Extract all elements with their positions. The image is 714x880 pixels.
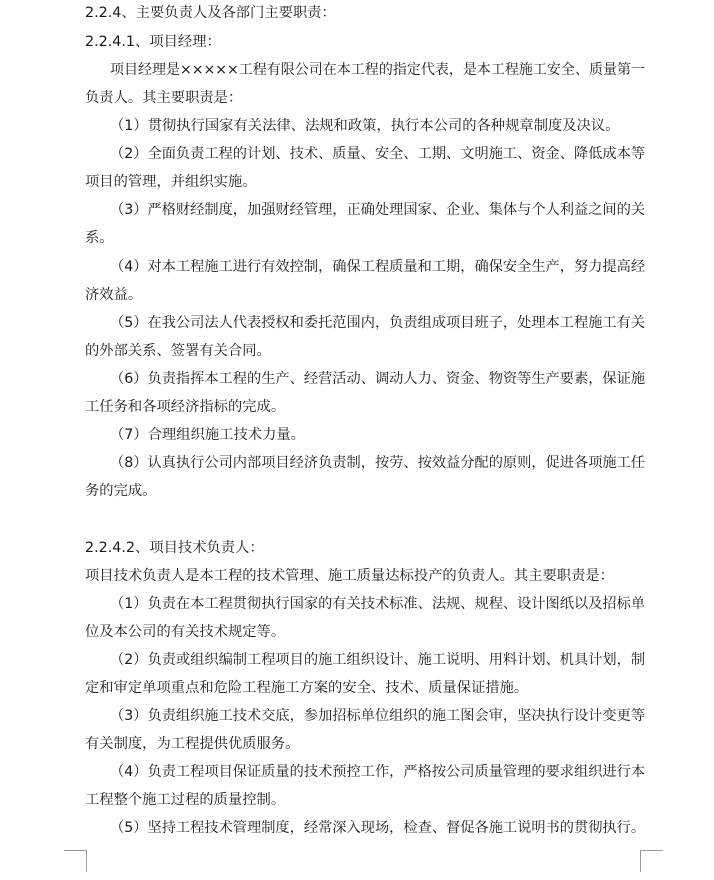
paragraph-line: 工任务和各项经济指标的完成。 [85,399,286,415]
subsection-heading: 2.2.4.2、项目技术负责人： [85,540,264,556]
list-item: （5）坚持工程技术管理制度，经常深入现场，检查、督促各施工说明书的贯彻执行。 [110,820,646,836]
paragraph-line: 项目技术负责人是本工程的技术管理、施工质量达标投产的负责人。其主要职责是： [85,568,614,584]
margin-corner-mark [640,850,663,872]
list-item: （7）合理组织施工技术力量。 [110,427,305,443]
margin-corner-mark [64,850,87,872]
paragraph-line: 济效益。 [85,287,143,303]
list-item: （1）负责在本工程贯彻执行国家的有关技术标准、法规、规程、设计图纸以及招标单 [110,596,646,612]
list-item: （8）认真执行公司内部项目经济负责制，按劳、按效益分配的原则，促进各项施工任 [110,455,646,471]
list-item: （3）严格财经制度，加强财经管理，正确处理国家、企业、集体与个人利益之间的关 [110,202,646,218]
paragraph-line: 务的完成。 [85,483,157,499]
paragraph-line: 有关制度，为工程提供优质服务。 [85,736,300,752]
list-item: （1）贯彻执行国家有关法律、法规和政策，执行本公司的各种规章制度及决议。 [110,118,620,134]
list-item: （5）在我公司法人代表授权和委托范围内，负责组成项目班子，处理本工程施工有关 [110,315,646,331]
list-item: （2）全面负责工程的计划、技术、质量、安全、工期、文明施工、资金、降低成本等 [110,146,646,162]
paragraph-line: 项目的管理，并组织实施。 [85,174,257,190]
paragraph-line: 系。 [85,230,114,246]
list-item: （4）对本工程施工进行有效控制，确保工程质量和工期，确保安全生产，努力提高经 [110,259,646,275]
paragraph-line: 负责人。其主要职责是： [85,90,243,106]
paragraph-line: 的外部关系、签署有关合同。 [85,343,271,359]
list-item: （3）负责组织施工技术交底，参加招标单位组织的施工图会审，坚决执行设计变更等 [110,708,646,724]
list-item: （2）负责或组织编制工程项目的施工组织设计、施工说明、用料计划、机具计划，制 [110,652,646,668]
list-item: （4）负责工程项目保证质量的技术预控工作，严格按公司质量管理的要求组织进行本 [110,764,646,780]
paragraph-line: 定和审定单项重点和危险工程施工方案的安全、技术、质量保证措施。 [85,680,529,696]
section-heading: 2.2.4、主要负责人及各部门主要职责： [85,5,336,21]
subsection-heading: 2.2.4.1、项目经理： [85,34,221,50]
paragraph-line: 工程整个施工过程的质量控制。 [85,792,286,808]
paragraph-line: 项目经理是×××××工程有限公司在本工程的指定代表，是本工程施工安全、质量第一 [110,62,645,78]
list-item: （6）负责指挥本工程的生产、经营活动、调动人力、资金、物资等生产要素，保证施 [110,371,646,387]
paragraph-line: 位及本公司的有关技术规定等。 [85,624,286,640]
